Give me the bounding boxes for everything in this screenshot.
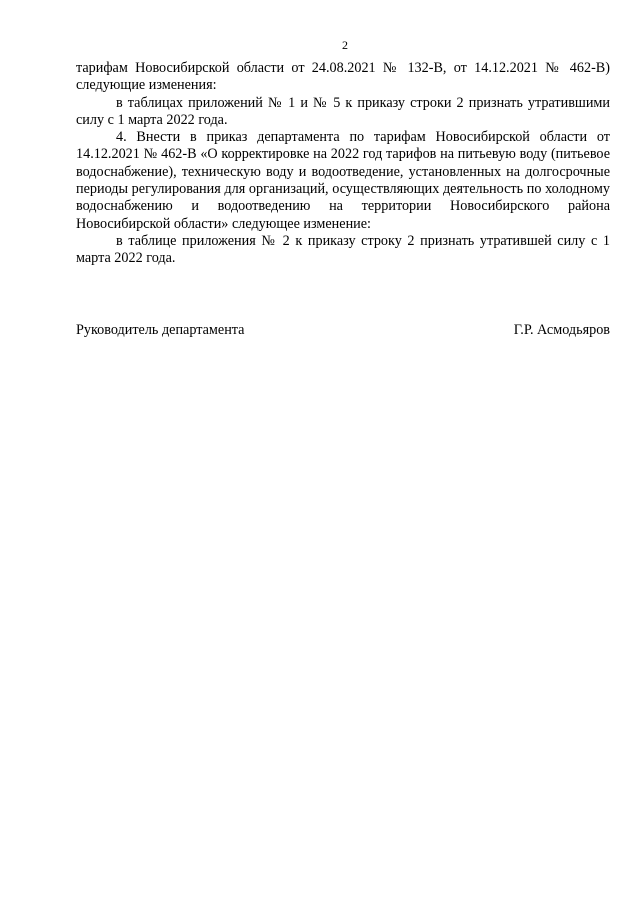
paragraph-tables-1-5: в таблицах приложений № 1 и № 5 к приказу строки 2 признать утратившими силу с 1 марта 2022 года. (76, 94, 610, 128)
signatory-name: Г.Р. Асмодьяров (513, 322, 610, 338)
paragraph-continuation: тарифам Новосибирской области от 24.08.2021 № 132-В, от 14.12.2021 № 462-В) следующие изменения: (76, 60, 610, 94)
page-number: 2 (342, 38, 348, 52)
signature-block (76, 322, 610, 339)
paragraph-table-2: в таблице приложения № 2 к приказу строку 2 признать утратившей силу с 1 марта 2022 года. (76, 232, 610, 267)
paragraph-item-4: 4. Внести в приказ департамента по тарифам Новосибирской области от 14.12.2021 № 462-В «О корректировке на 2022 год тарифов на питьевую воду (питьевое водоснабжение), техническую воду и водоотведение, установленных на долгосрочные периоды регулирования для организаций, осуществляющих деятельность по холодному водоснабжению и водоотведению на территории Новосибирского района Новосибирской области» следующее изменение: (76, 129, 610, 232)
signatory-position: Руководитель департамента (76, 322, 245, 338)
document-body (76, 60, 610, 268)
